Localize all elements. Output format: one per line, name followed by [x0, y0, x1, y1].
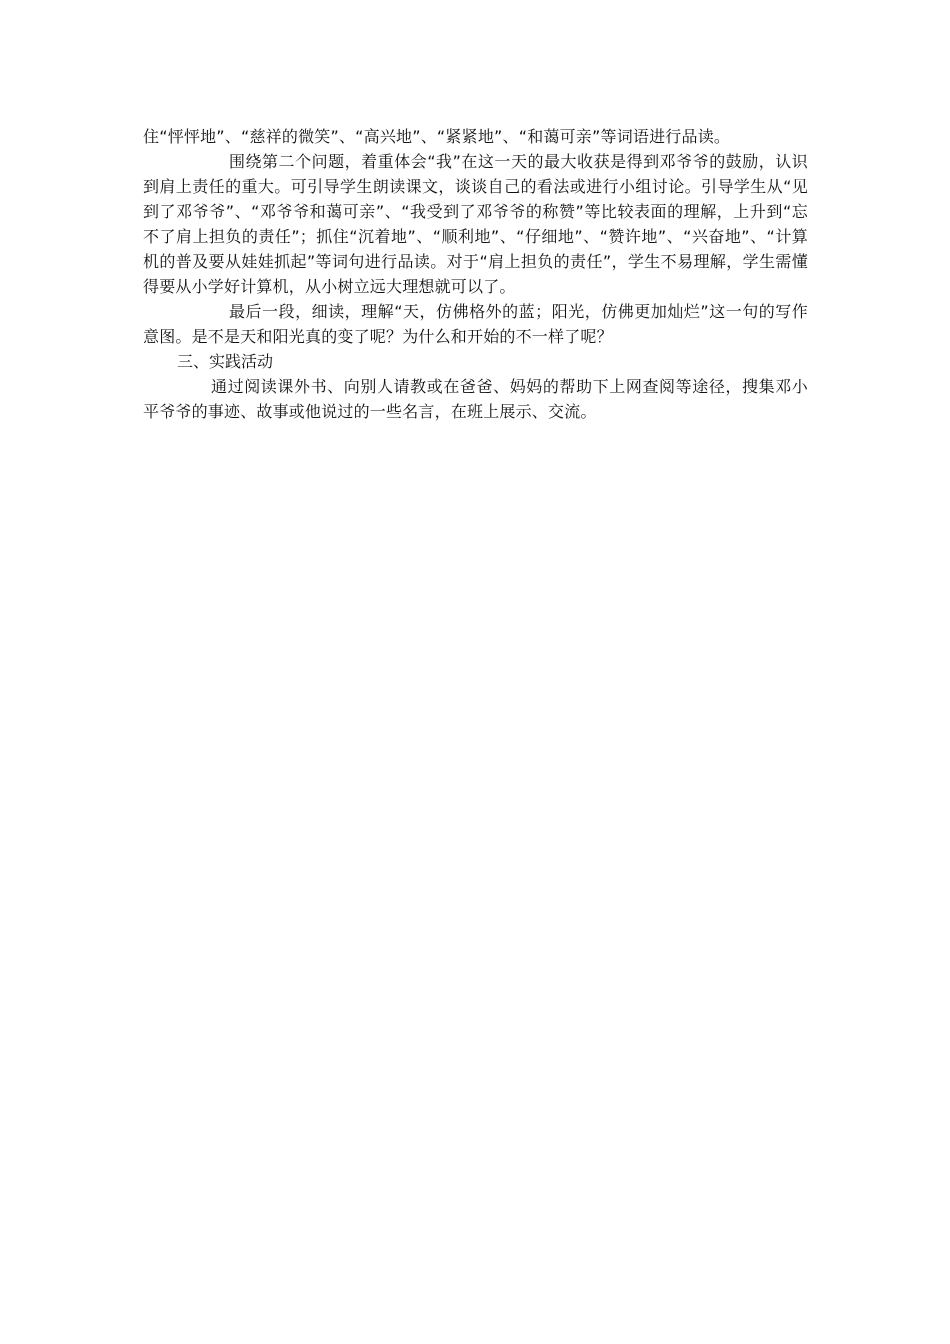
- section-heading-practice: 三、实践活动: [177, 352, 274, 371]
- paragraph-last-section: 最后一段，细读，理解“天，仿佛格外的蓝；阳光，仿佛更加灿烂”这一句的写作意图。是不是天和阳光真的变了呢？为什么和开始的不一样了呢？: [143, 302, 808, 346]
- document-page: [143, 124, 808, 424]
- paragraph-second-question: 围绕第二个问题，着重体会“我”在这一天的最大收获是得到邓爷爷的鼓励，认识到肩上责任的重大。可引导学生朗读课文，谈谈自己的看法或进行小组讨论。引导学生从“见到了邓爷爷”、“邓爷爷和蔼可亲”、“我受到了邓爷爷的称赞”等比较表面的理解，上升到“忘不了肩上担负的责任”；抓住“沉着地”、“顺利地”、“仔细地”、“赞许地”、“兴奋地”、“计算机的普及要从娃娃抓起”等词句进行品读。对于“肩上担负的责任”，学生不易理解，学生需懂得要从小学好计算机，从小树立远大理想就可以了。: [143, 152, 808, 296]
- paragraph-word-reading: 住“怦怦地”、“慈祥的微笑”、“高兴地”、“紧紧地”、“和蔼可亲”等词语进行品读。: [143, 127, 731, 146]
- paragraph-practice-activity: 通过阅读课外书、向别人请教或在爸爸、妈妈的帮助下上网查阅等途径，搜集邓小平爷爷的事迹、故事或他说过的一些名言，在班上展示、交流。: [143, 377, 808, 421]
